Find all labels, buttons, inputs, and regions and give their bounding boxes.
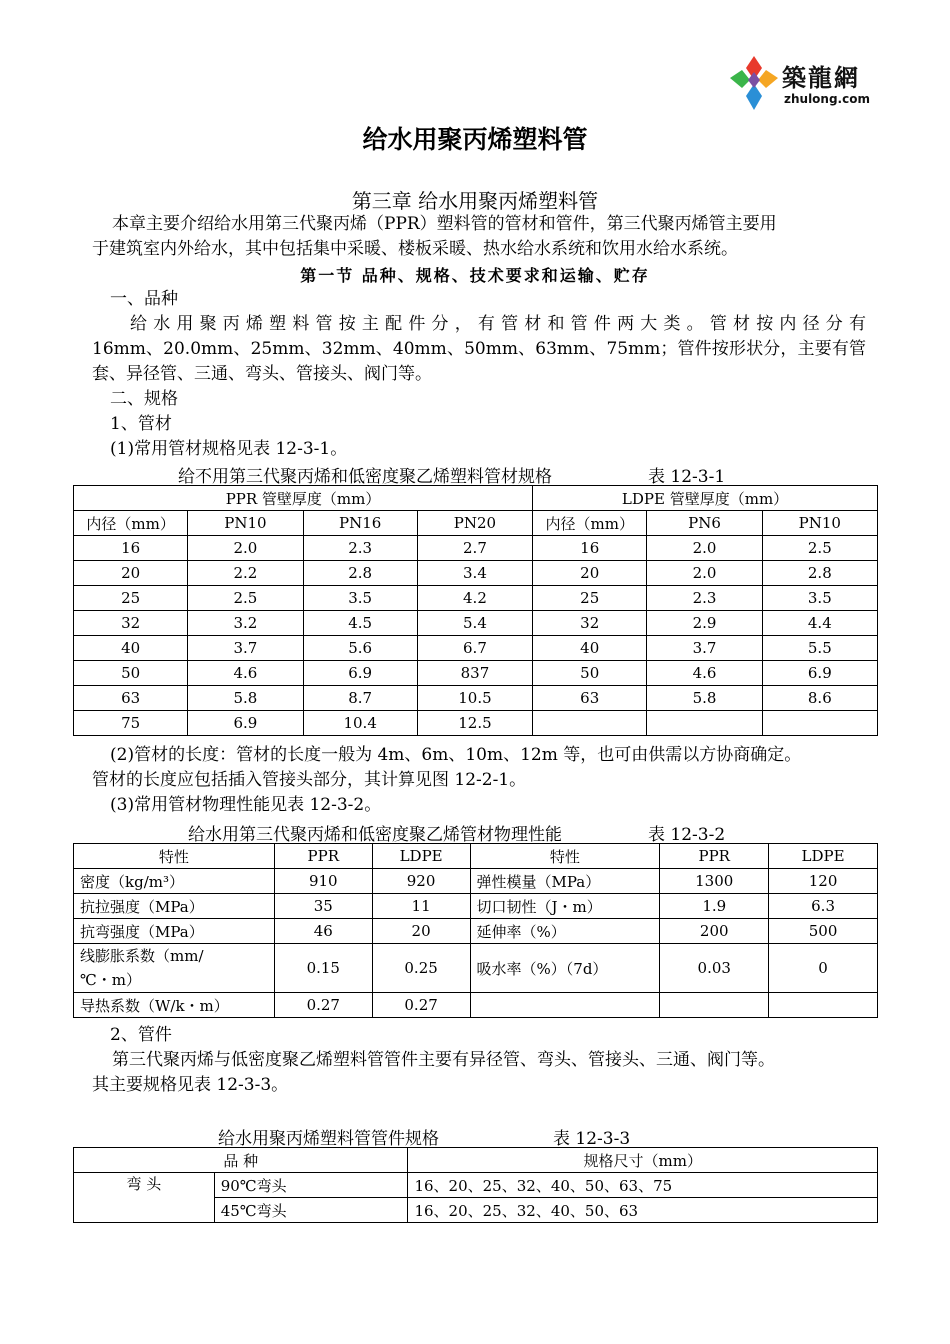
table-cell: 1.9 <box>660 894 769 919</box>
table-cell: 6.3 <box>769 894 878 919</box>
col-header: LDPE <box>372 844 470 869</box>
table-cell: 50 <box>74 661 188 686</box>
table-cell: 3.5 <box>303 586 417 611</box>
table-cell <box>660 993 769 1018</box>
table-cell: 抗弯强度（MPa） <box>74 919 275 944</box>
logo-english-text: zhulong.com <box>784 92 870 106</box>
heading-fittings: 2、管件 <box>110 1025 172 1045</box>
table1-caption: 给不用第三代聚丙烯和低密度聚乙烯塑料管材规格 <box>178 467 552 487</box>
table-cell: 910 <box>274 869 372 894</box>
col-header: PPR <box>274 844 372 869</box>
table-cell <box>647 711 762 736</box>
table-cell: 切口韧性（J・m） <box>470 894 660 919</box>
fittings-spec-table <box>73 1147 878 1223</box>
table-cell: 密度（kg/m³） <box>74 869 275 894</box>
heading-specifications: 二、规格 <box>110 389 178 409</box>
table-cell: 3.7 <box>647 636 762 661</box>
table-row <box>74 894 878 919</box>
table-cell: 2.0 <box>647 536 762 561</box>
table-cell: 2.3 <box>303 536 417 561</box>
table-cell: 63 <box>74 686 188 711</box>
table-row <box>74 536 878 561</box>
table-cell: 6.7 <box>417 636 532 661</box>
table-cell: 200 <box>660 919 769 944</box>
table-row <box>74 611 878 636</box>
table-row <box>74 944 878 993</box>
col-header: PN16 <box>303 511 417 536</box>
col-header: 特性 <box>74 844 275 869</box>
table-cell: 16 <box>533 536 647 561</box>
table-cell: 11 <box>372 894 470 919</box>
table-cell <box>533 711 647 736</box>
table-cell: 40 <box>533 636 647 661</box>
cell-line: ℃・m） <box>80 971 142 989</box>
table-cell: 5.4 <box>417 611 532 636</box>
table-cell: 1300 <box>660 869 769 894</box>
table-cell: 20 <box>372 919 470 944</box>
table-cell: 32 <box>74 611 188 636</box>
table-cell: 3.5 <box>762 586 877 611</box>
table-cell: 导热系数（W/k・m） <box>74 993 275 1018</box>
logo-mark-icon <box>728 54 780 114</box>
col-header: PPR <box>660 844 769 869</box>
table-cell: 5.8 <box>647 686 762 711</box>
table-cell: 2.0 <box>188 536 303 561</box>
table-cell: 2.2 <box>188 561 303 586</box>
table-cell: 4.2 <box>417 586 532 611</box>
table-cell: 35 <box>274 894 372 919</box>
table-cell: 50 <box>533 661 647 686</box>
table-cell: 40 <box>74 636 188 661</box>
table-row <box>74 636 878 661</box>
table-cell: 90℃弯头 <box>214 1173 408 1198</box>
table-cell: 500 <box>769 919 878 944</box>
table-cell: 2.3 <box>647 586 762 611</box>
col-header: 内径（mm） <box>533 511 647 536</box>
logo-chinese-text: 築龍網 <box>782 63 860 92</box>
pipe-spec-table <box>73 485 878 736</box>
table1-group-row <box>74 486 878 511</box>
table-cell: 0 <box>769 944 878 993</box>
table-cell: 5.5 <box>762 636 877 661</box>
fittings-line-1: 第三代聚丙烯与低密度聚乙烯塑料管管件主要有异径管、弯头、管接头、三通、阀门等。 <box>112 1050 775 1070</box>
table-cell: 0.25 <box>372 944 470 993</box>
table-cell: 5.6 <box>303 636 417 661</box>
table-cell: 25 <box>74 586 188 611</box>
section-heading: 第一节 品种、规格、技术要求和运输、贮存 <box>300 266 650 285</box>
col-header: 规格尺寸（mm） <box>408 1148 878 1173</box>
table-cell: 2.5 <box>188 586 303 611</box>
table-cell: 抗拉强度（MPa） <box>74 894 275 919</box>
table-cell <box>762 711 877 736</box>
table-row <box>74 869 878 894</box>
table-cell: 2.5 <box>762 536 877 561</box>
table-cell: 4.6 <box>188 661 303 686</box>
col-header: LDPE <box>769 844 878 869</box>
table-cell <box>470 993 660 1018</box>
col-header: PN10 <box>762 511 877 536</box>
table3-header-row <box>74 1148 878 1173</box>
table-cell: 5.8 <box>188 686 303 711</box>
physical-properties-table <box>73 843 878 1018</box>
intro-paragraph-line-1: 本章主要介绍给水用第三代聚丙烯（PPR）塑料管的管材和管件，第三代聚丙烯管主要用 <box>112 214 777 234</box>
table-cell: 8.7 <box>303 686 417 711</box>
table-cell: 837 <box>417 661 532 686</box>
table-cell: 16 <box>74 536 188 561</box>
document-title: 给水用聚丙烯塑料管 <box>362 125 588 154</box>
table-cell: 16、20、25、32、40、50、63、75 <box>408 1173 878 1198</box>
table-row <box>74 561 878 586</box>
table-cell: 延伸率（%） <box>470 919 660 944</box>
table2-caption: 给水用第三代聚丙烯和低密度聚乙烯管材物理性能 <box>188 825 562 845</box>
table-cell: 6.9 <box>188 711 303 736</box>
col-header: 内径（mm） <box>74 511 188 536</box>
table-cell: 弹性模量（MPa） <box>470 869 660 894</box>
table-cell: 25 <box>533 586 647 611</box>
table1-number: 表 12-3-1 <box>648 467 726 487</box>
varieties-line-1: 给水用聚丙烯塑料管按主配件分，有管材和管件两大类。管材按内径分有 <box>130 314 866 334</box>
table-cell: 4.5 <box>303 611 417 636</box>
table-cell: 0.27 <box>274 993 372 1018</box>
table-cell: 6.9 <box>762 661 877 686</box>
table-cell: 45℃弯头 <box>214 1198 408 1223</box>
ppr-group-header: PPR 管壁厚度（mm） <box>74 486 533 511</box>
length-line-2: 管材的长度应包括插入管接头部分，其计算见图 12-2-1。 <box>92 770 527 790</box>
table-cell: 0.27 <box>372 993 470 1018</box>
table-cell: 46 <box>274 919 372 944</box>
heading-pipes: 1、管材 <box>110 414 172 434</box>
table-cell: 3.7 <box>188 636 303 661</box>
table-cell: 6.9 <box>303 661 417 686</box>
table-cell: 63 <box>533 686 647 711</box>
table-cell: 8.6 <box>762 686 877 711</box>
heading-varieties: 一、品种 <box>110 289 178 309</box>
table-cell: 2.8 <box>303 561 417 586</box>
table-cell: 120 <box>769 869 878 894</box>
table-cell: 10.4 <box>303 711 417 736</box>
table3-number: 表 12-3-3 <box>553 1129 631 1149</box>
zhulong-logo <box>728 54 878 114</box>
table-cell: 20 <box>533 561 647 586</box>
varieties-line-3: 套、异径管、三通、弯头、管接头、阀门等。 <box>92 364 432 384</box>
col-header: PN10 <box>188 511 303 536</box>
table-cell: 10.5 <box>417 686 532 711</box>
table-cell: 12.5 <box>417 711 532 736</box>
table-cell: 0.03 <box>660 944 769 993</box>
intro-paragraph-line-2: 于建筑室内外给水，其中包括集中采暖、楼板采暖、热水给水系统和饮用水给水系统。 <box>92 239 738 259</box>
table-row <box>74 686 878 711</box>
table-cell: 2.0 <box>647 561 762 586</box>
fittings-line-2: 其主要规格见表 12-3-3。 <box>92 1075 289 1095</box>
col-header: PN20 <box>417 511 532 536</box>
table-cell: 75 <box>74 711 188 736</box>
elbow-group-cell: 弯 头 <box>74 1173 215 1223</box>
table-cell: 4.4 <box>762 611 877 636</box>
pipe-note-1: (1)常用管材规格见表 12-3-1。 <box>110 439 348 459</box>
length-line-1: (2)管材的长度：管材的长度一般为 4m、6m、10m、12m 等，也可由供需以方协商确定。 <box>110 745 802 765</box>
table-cell <box>74 944 275 993</box>
table-cell: 32 <box>533 611 647 636</box>
varieties-line-2: 16mm、20.0mm、25mm、32mm、40mm、50mm、63mm、75mm；管件按形状分，主要有管 <box>92 339 866 359</box>
ldpe-group-header: LDPE 管壁厚度（mm） <box>533 486 878 511</box>
cell-line: 线膨胀系数（mm/ <box>80 947 204 965</box>
chapter-heading: 第三章 给水用聚丙烯塑料管 <box>351 189 599 213</box>
pipe-note-3: (3)常用管材物理性能见表 12-3-2。 <box>110 795 382 815</box>
table-row <box>74 586 878 611</box>
table-cell: 4.6 <box>647 661 762 686</box>
table2-number: 表 12-3-2 <box>648 825 726 845</box>
col-header: 品 种 <box>74 1148 408 1173</box>
table-cell: 3.2 <box>188 611 303 636</box>
table-cell: 3.4 <box>417 561 532 586</box>
table-cell: 20 <box>74 561 188 586</box>
col-header: PN6 <box>647 511 762 536</box>
table-cell: 2.8 <box>762 561 877 586</box>
table2-header-row <box>74 844 878 869</box>
col-header: 特性 <box>470 844 660 869</box>
table3-caption: 给水用聚丙烯塑料管管件规格 <box>218 1129 439 1149</box>
table-cell: 2.9 <box>647 611 762 636</box>
table-cell: 吸水率（%）（7d） <box>470 944 660 993</box>
table-cell: 2.7 <box>417 536 532 561</box>
table1-header-row <box>74 511 878 536</box>
table-cell: 920 <box>372 869 470 894</box>
table-row <box>74 919 878 944</box>
table-row <box>74 661 878 686</box>
table-cell: 0.15 <box>274 944 372 993</box>
table-cell <box>769 993 878 1018</box>
table-row <box>74 1173 878 1198</box>
table-row <box>74 993 878 1018</box>
table-row <box>74 711 878 736</box>
table-cell: 16、20、25、32、40、50、63 <box>408 1198 878 1223</box>
